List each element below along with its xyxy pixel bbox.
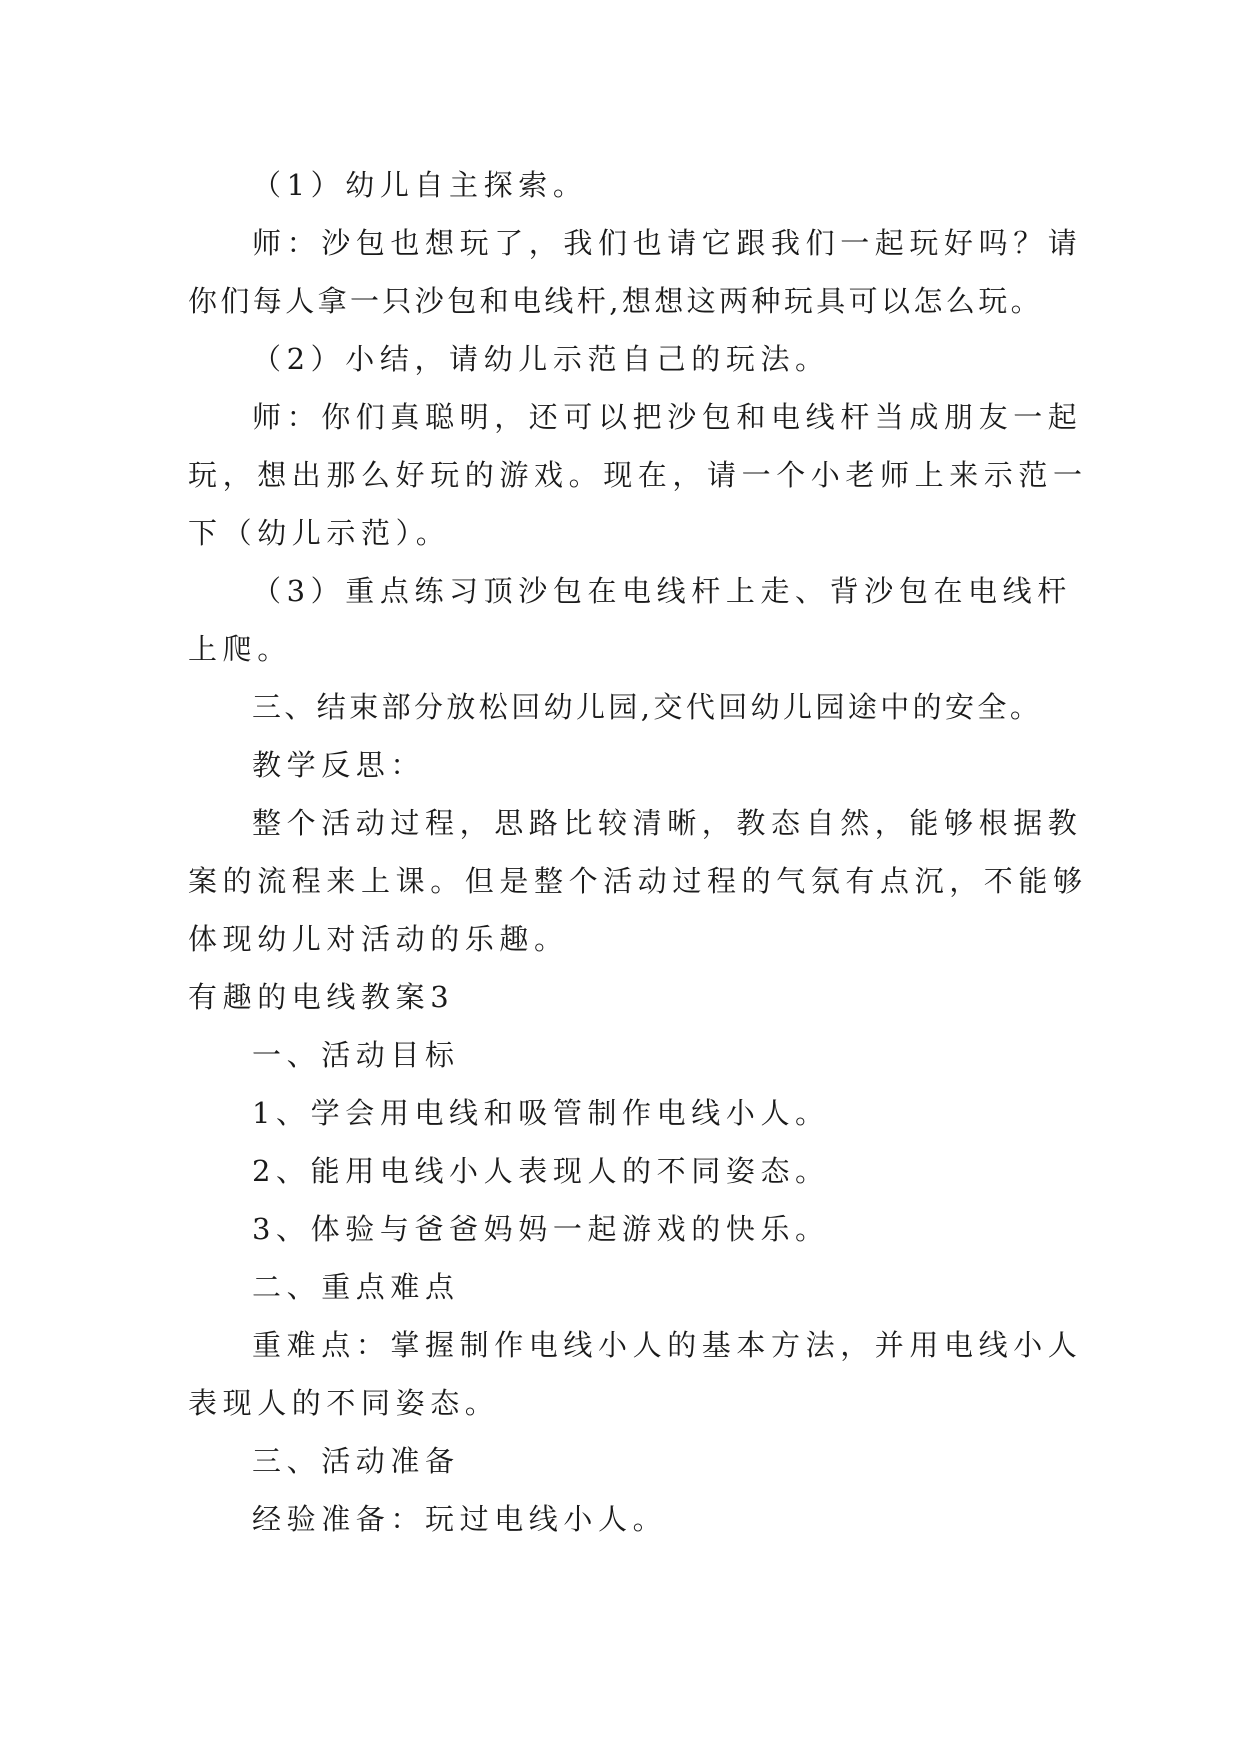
paragraph-line: 师：你们真聪明，还可以把沙包和电线杆当成朋友一起 xyxy=(252,400,1083,434)
section-label: 教学反思： xyxy=(252,748,426,782)
paragraph-line: （1）幼儿自主探索。 xyxy=(252,168,588,202)
paragraph-line: 玩，想出那么好玩的游戏。现在，请一个小老师上来示范一 xyxy=(188,458,1088,492)
list-item: 2、能用电线小人表现人的不同姿态。 xyxy=(252,1154,830,1188)
paragraph-line: 师：沙包也想玩了，我们也请它跟我们一起玩好吗？请 xyxy=(252,226,1083,260)
section-heading: 二、重点难点 xyxy=(252,1270,460,1304)
document-heading: 有趣的电线教案3 xyxy=(188,980,455,1014)
paragraph-line: （3）重点练习顶沙包在电线杆上走、背沙包在电线杆 xyxy=(252,574,1072,608)
paragraph-line: 整个活动过程，思路比较清晰，教态自然，能够根据教 xyxy=(252,806,1083,840)
section-heading: 三、活动准备 xyxy=(252,1444,460,1478)
paragraph-line: 表现人的不同姿态。 xyxy=(188,1386,500,1420)
list-item: 3、体验与爸爸妈妈一起游戏的快乐。 xyxy=(252,1212,830,1246)
paragraph-line: 重难点：掌握制作电线小人的基本方法，并用电线小人 xyxy=(252,1328,1083,1362)
paragraph-line: （2）小结，请幼儿示范自己的玩法。 xyxy=(252,342,830,376)
paragraph-line: 经验准备：玩过电线小人。 xyxy=(252,1502,668,1536)
paragraph-line: 体现幼儿对活动的乐趣。 xyxy=(188,922,569,956)
section-heading: 一、活动目标 xyxy=(252,1038,460,1072)
paragraph-line: 下（幼儿示范）。 xyxy=(188,516,451,550)
paragraph-line: 上爬。 xyxy=(188,632,292,666)
paragraph-line: 你们每人拿一只沙包和电线杆,想想这两种玩具可以怎么玩。 xyxy=(188,284,1044,318)
paragraph-line: 案的流程来上课。但是整个活动过程的气氛有点沉，不能够 xyxy=(188,864,1088,898)
list-item: 1、学会用电线和吸管制作电线小人。 xyxy=(252,1096,830,1130)
paragraph-line: 三、结束部分放松回幼儿园,交代回幼儿园途中的安全。 xyxy=(252,690,1043,724)
